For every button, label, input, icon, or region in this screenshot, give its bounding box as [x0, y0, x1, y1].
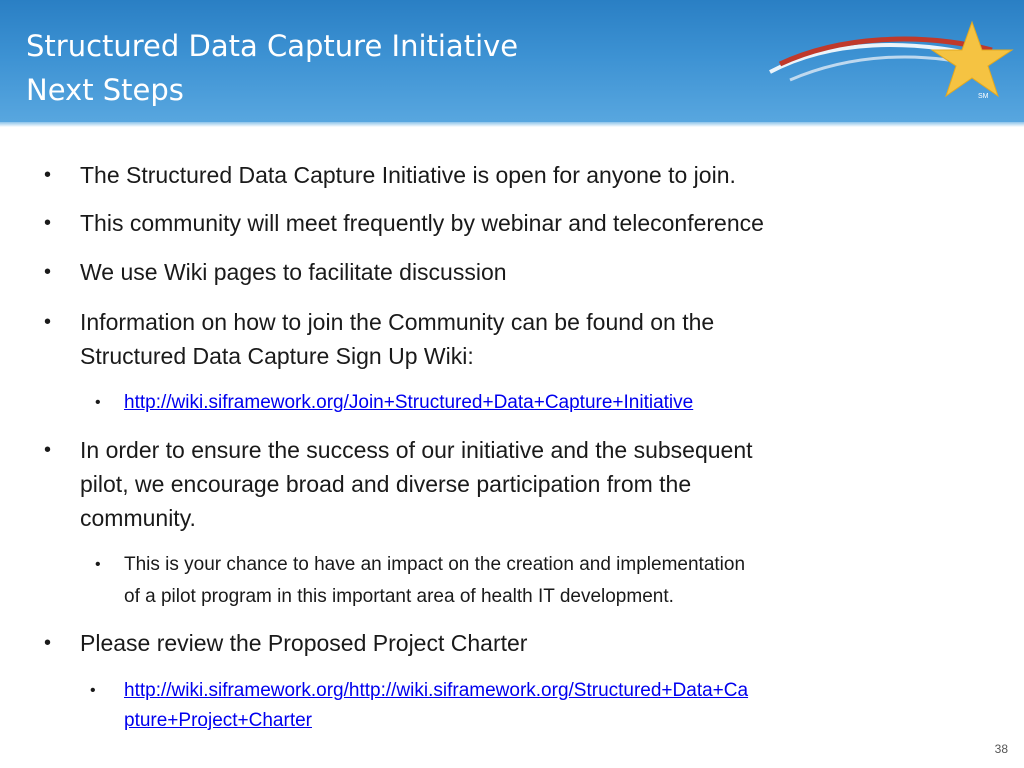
- title-line-2: Next Steps: [26, 73, 184, 107]
- bullet-dot: •: [44, 439, 52, 461]
- bullet-dot: •: [44, 164, 52, 186]
- bullet-join-info-line1: Information on how to join the Community can be found on the: [80, 309, 715, 335]
- bullet-dot: •: [44, 311, 52, 333]
- title-line-1: Structured Data Capture Initiative: [26, 29, 519, 63]
- bullet-join-info-line2: Structured Data Capture Sign Up Wiki:: [80, 343, 474, 369]
- bullet-review-charter: Please review the Proposed Project Charter: [80, 630, 528, 656]
- bullet-participation-line1: In order to ensure the success of our initiative and the subsequent: [80, 437, 753, 463]
- bullet-participation-line2: pilot, we encourage broad and diverse participation from the: [80, 471, 692, 497]
- sub-bullet-dot: •: [90, 682, 96, 699]
- charter-link-line2[interactable]: pture+Project+Charter: [124, 710, 312, 731]
- charter-link-line1[interactable]: http://wiki.siframework.org/http://wiki.siframework.org/Structured+Data+Ca: [124, 680, 749, 701]
- charter-link-item: [124, 676, 984, 705]
- charter-link-item-cont: [124, 706, 984, 735]
- sub-bullet-impact-line1: This is your chance to have an impact on the creation and implementation: [124, 554, 746, 575]
- bullet-open-to-join: The Structured Data Capture Initiative is open for anyone to join.: [80, 162, 736, 188]
- sub-bullet-impact-line2: of a pilot program in this important area of health IT development.: [124, 586, 674, 607]
- bullet-dot: •: [44, 212, 52, 234]
- sub-bullet-dot: •: [95, 394, 101, 411]
- bullet-dot: •: [44, 261, 52, 283]
- sub-bullet-dot: •: [95, 556, 101, 573]
- bullet-wiki-pages: We use Wiki pages to facilitate discussion: [80, 259, 507, 285]
- bullet-community-meet: This community will meet frequently by webinar and teleconference: [80, 210, 764, 236]
- page-number: 38: [994, 742, 1008, 756]
- service-mark: SM: [978, 93, 989, 100]
- join-wiki-link-item: [124, 388, 984, 417]
- bullet-participation-line3: community.: [80, 505, 196, 531]
- bullet-dot: •: [44, 632, 52, 654]
- join-wiki-link[interactable]: http://wiki.siframework.org/Join+Structured+Data+Capture+Initiative: [124, 392, 694, 413]
